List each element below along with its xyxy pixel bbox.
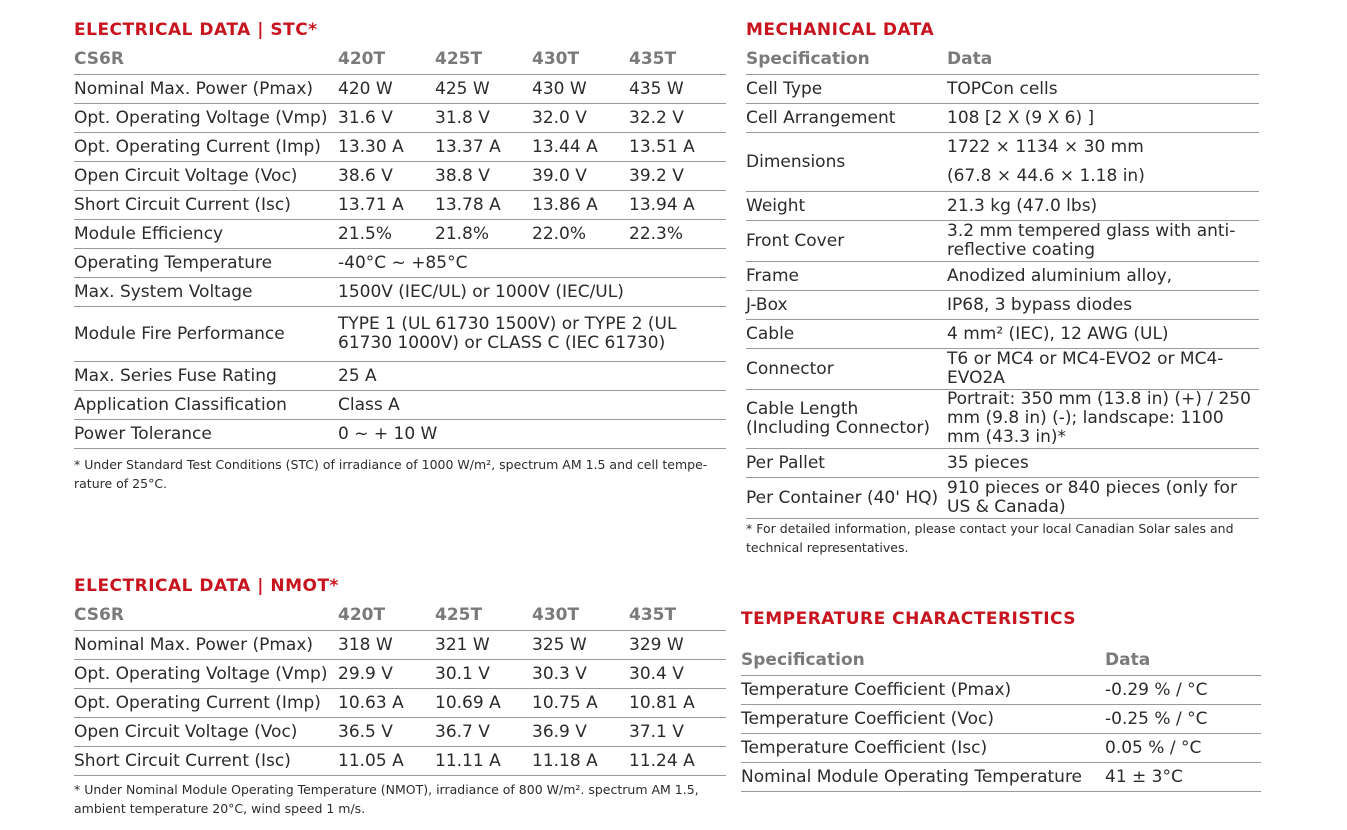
table-row bbox=[74, 277, 726, 306]
cell-value bbox=[947, 132, 1259, 191]
table-row bbox=[74, 419, 726, 448]
row-label: Operating Temperature bbox=[74, 252, 273, 273]
cell-value: -40°C ~ +85°C bbox=[338, 252, 468, 273]
nmot-header-420t: 420T bbox=[338, 604, 386, 625]
cell-value: 30.3 V bbox=[532, 663, 587, 684]
stc-header-model: CS6R bbox=[74, 48, 124, 69]
table-row bbox=[746, 389, 1259, 448]
row-label: Nominal Module Operating Temperature bbox=[741, 766, 1083, 787]
table-row bbox=[746, 191, 1259, 220]
cell-value: 21.3 kg (47.0 lbs) bbox=[947, 195, 1098, 216]
stc-footnote: * Under Standard Test Conditions (STC) of irradiance of 1000 W/m², spectrum AM 1.5 and cell tempe-rature of 25°C. bbox=[74, 456, 708, 491]
row-label: Short Circuit Current (Isc) bbox=[74, 194, 291, 215]
nmot-header-row bbox=[74, 600, 726, 630]
cell-value: 38.6 V bbox=[338, 165, 393, 186]
row-label: Open Circuit Voltage (Voc) bbox=[74, 165, 298, 186]
cell-value: 10.81 A bbox=[629, 692, 695, 713]
cell-value: 41 ± 3°C bbox=[1105, 766, 1183, 787]
table-row bbox=[74, 219, 726, 248]
table-row bbox=[74, 306, 726, 361]
row-label: Power Tolerance bbox=[74, 423, 212, 444]
temperature-section bbox=[741, 606, 1261, 792]
cell-value: Class A bbox=[338, 394, 400, 415]
table-row bbox=[74, 161, 726, 190]
mechanical-header-spec: Specification bbox=[746, 48, 870, 69]
row-label: Connector bbox=[746, 358, 834, 379]
cell-value: 13.51 A bbox=[629, 136, 695, 157]
cell-value: 29.9 V bbox=[338, 663, 393, 684]
stc-header-425t: 425T bbox=[435, 48, 483, 69]
cell-value: TOPCon cells bbox=[947, 78, 1058, 99]
table-row bbox=[746, 448, 1259, 477]
cell-value: 11.05 A bbox=[338, 750, 404, 771]
cell-value: 3.2 mm tempered glass with anti-reflective coating bbox=[947, 220, 1236, 260]
row-label: Temperature Coefficient (Isc) bbox=[741, 737, 988, 758]
cell-value: 38.8 V bbox=[435, 165, 490, 186]
cell-value: 30.4 V bbox=[629, 663, 684, 684]
cell-value: 36.9 V bbox=[532, 721, 587, 742]
table-row bbox=[746, 74, 1259, 103]
cell-value: T6 or MC4 or MC4-EVO2 or MC4-EVO2A bbox=[947, 348, 1224, 388]
dimensions-imperial: (67.8 × 44.6 × 1.18 in) bbox=[947, 165, 1145, 186]
row-label: J-Box bbox=[746, 294, 788, 315]
row-label: Frame bbox=[746, 265, 799, 286]
cell-value: 10.75 A bbox=[532, 692, 598, 713]
nmot-header-435t: 435T bbox=[629, 604, 677, 625]
cell-value: 108 [2 X (9 X 6) ] bbox=[947, 107, 1095, 128]
cell-value: 32.0 V bbox=[532, 107, 587, 128]
table-row bbox=[746, 477, 1259, 518]
stc-header-430t: 430T bbox=[532, 48, 580, 69]
cell-value: 13.86 A bbox=[532, 194, 598, 215]
table-row bbox=[74, 132, 726, 161]
row-label: Cable bbox=[746, 323, 795, 344]
table-row bbox=[746, 220, 1259, 261]
cell-value: 36.5 V bbox=[338, 721, 393, 742]
cell-value: 11.11 A bbox=[435, 750, 501, 771]
cell-value: 10.69 A bbox=[435, 692, 501, 713]
temperature-header-spec: Specification bbox=[741, 649, 865, 670]
table-row bbox=[746, 261, 1259, 290]
table-row bbox=[74, 390, 726, 419]
cell-value: 329 W bbox=[629, 634, 684, 655]
cell-value: 13.71 A bbox=[338, 194, 404, 215]
stc-header-435t: 435T bbox=[629, 48, 677, 69]
cell-value: 321 W bbox=[435, 634, 490, 655]
cell-value: Anodized aluminium alloy, bbox=[947, 265, 1173, 286]
table-row bbox=[74, 361, 726, 390]
nmot-footnote: * Under Nominal Module Operating Temperature (NMOT), irradiance of 800 W/m². spectrum AM 1.5, ambient temperature 20°C, wind speed 1 m/s. bbox=[74, 781, 699, 816]
cell-value: 22.0% bbox=[532, 223, 587, 244]
nmot-title: ELECTRICAL DATA | NMOT* bbox=[74, 576, 339, 596]
row-label: Nominal Max. Power (Pmax) bbox=[74, 634, 314, 655]
row-label: Nominal Max. Power (Pmax) bbox=[74, 78, 314, 99]
table-row bbox=[74, 190, 726, 219]
cell-value: 13.37 A bbox=[435, 136, 501, 157]
nmot-header-430t: 430T bbox=[532, 604, 580, 625]
cell-value: 25 A bbox=[338, 365, 377, 386]
temperature-title: TEMPERATURE CHARACTERISTICS bbox=[741, 609, 1077, 629]
cell-value: 318 W bbox=[338, 634, 393, 655]
mechanical-footnote: * For detailed information, please contact your local Canadian Solar sales and technical representatives. bbox=[746, 520, 1234, 555]
cell-value: IP68, 3 bypass diodes bbox=[947, 294, 1133, 315]
table-row bbox=[74, 688, 726, 717]
row-label: Cell Type bbox=[746, 78, 823, 99]
cell-value: 13.30 A bbox=[338, 136, 404, 157]
cell-value: 31.6 V bbox=[338, 107, 393, 128]
cell-value: -0.29 % / °C bbox=[1105, 679, 1208, 700]
temperature-header-data: Data bbox=[1105, 649, 1151, 670]
nmot-header-model: CS6R bbox=[74, 604, 124, 625]
row-label: Weight bbox=[746, 195, 806, 216]
cell-value: 21.5% bbox=[338, 223, 393, 244]
table-row bbox=[74, 248, 726, 277]
cell-value: 11.24 A bbox=[629, 750, 695, 771]
cell-value: 430 W bbox=[532, 78, 587, 99]
cell-value: 39.0 V bbox=[532, 165, 587, 186]
row-label: Opt. Operating Current (Imp) bbox=[74, 136, 321, 157]
temperature-header-row bbox=[741, 645, 1261, 675]
mechanical-header-data: Data bbox=[947, 48, 993, 69]
table-row bbox=[74, 103, 726, 132]
table-row bbox=[74, 659, 726, 688]
cell-value: 325 W bbox=[532, 634, 587, 655]
cell-value: 30.1 V bbox=[435, 663, 490, 684]
stc-section bbox=[74, 17, 726, 493]
row-label: Temperature Coefficient (Voc) bbox=[741, 708, 994, 729]
mechanical-title: MECHANICAL DATA bbox=[746, 20, 935, 40]
cell-value: 10.63 A bbox=[338, 692, 404, 713]
table-row bbox=[74, 74, 726, 103]
stc-title: ELECTRICAL DATA | STC* bbox=[74, 20, 318, 40]
cell-value: 13.94 A bbox=[629, 194, 695, 215]
cell-value: 13.78 A bbox=[435, 194, 501, 215]
row-label: Front Cover bbox=[746, 230, 845, 251]
row-label: Opt. Operating Voltage (Vmp) bbox=[74, 107, 328, 128]
table-row bbox=[74, 746, 726, 775]
cell-value: 35 pieces bbox=[947, 452, 1029, 473]
row-label: Open Circuit Voltage (Voc) bbox=[74, 721, 298, 742]
cell-value: 4 mm² (IEC), 12 AWG (UL) bbox=[947, 323, 1169, 344]
row-label: Max. System Voltage bbox=[74, 281, 253, 302]
cell-value: 435 W bbox=[629, 78, 684, 99]
cell-value: 39.2 V bbox=[629, 165, 684, 186]
cell-value: 13.44 A bbox=[532, 136, 598, 157]
cell-value: TYPE 1 (UL 61730 1500V) or TYPE 2 (UL 61730 1000V) or CLASS C (IEC 61730) bbox=[338, 313, 677, 353]
row-label: Max. Series Fuse Rating bbox=[74, 365, 277, 386]
row-label: Opt. Operating Current (Imp) bbox=[74, 692, 321, 713]
table-row bbox=[741, 704, 1261, 733]
table-row bbox=[746, 348, 1259, 389]
stc-header-420t: 420T bbox=[338, 48, 386, 69]
cell-value: 0.05 % / °C bbox=[1105, 737, 1202, 758]
cell-value: Portrait: 350 mm (13.8 in) (+) / 250 mm (9.8 in) (-); landscape: 1100 mm (43.3 in)* bbox=[947, 389, 1251, 447]
row-label: Short Circuit Current (Isc) bbox=[74, 750, 291, 771]
temperature-table bbox=[741, 645, 1261, 792]
table-row bbox=[746, 103, 1259, 132]
nmot-header-425t: 425T bbox=[435, 604, 483, 625]
row-label: Per Pallet bbox=[746, 452, 825, 473]
table-row bbox=[746, 290, 1259, 319]
table-row bbox=[74, 717, 726, 746]
row-label: Module Efficiency bbox=[74, 223, 224, 244]
cell-value: 910 pieces or 840 pieces (only for US & Canada) bbox=[947, 477, 1237, 517]
table-row bbox=[74, 630, 726, 659]
stc-header-row bbox=[74, 44, 726, 74]
row-label: Cell Arrangement bbox=[746, 107, 896, 128]
row-label: Dimensions bbox=[746, 151, 846, 172]
mechanical-section bbox=[746, 17, 1259, 557]
cell-value: 11.18 A bbox=[532, 750, 598, 771]
cell-value: 1500V (IEC/UL) or 1000V (IEC/UL) bbox=[338, 281, 624, 302]
row-label: Module Fire Performance bbox=[74, 323, 285, 344]
cell-value: 0 ~ + 10 W bbox=[338, 423, 438, 444]
mechanical-header-row bbox=[746, 44, 1259, 74]
table-row bbox=[741, 762, 1261, 791]
cell-value: 36.7 V bbox=[435, 721, 490, 742]
nmot-section bbox=[74, 573, 726, 818]
row-label: Application Classification bbox=[74, 394, 287, 415]
stc-table bbox=[74, 44, 726, 449]
cell-value: 22.3% bbox=[629, 223, 684, 244]
cell-value: 31.8 V bbox=[435, 107, 490, 128]
mechanical-table bbox=[746, 44, 1259, 519]
table-row bbox=[746, 319, 1259, 348]
row-label: Opt. Operating Voltage (Vmp) bbox=[74, 663, 328, 684]
cell-value: 21.8% bbox=[435, 223, 490, 244]
nmot-table bbox=[74, 600, 726, 776]
cell-value: 425 W bbox=[435, 78, 490, 99]
table-row bbox=[741, 675, 1261, 704]
table-row bbox=[741, 733, 1261, 762]
table-row bbox=[746, 132, 1259, 191]
row-label: Cable Length (Including Connector) bbox=[746, 398, 931, 438]
cell-value: -0.25 % / °C bbox=[1105, 708, 1208, 729]
dimensions-metric: 1722 × 1134 × 30 mm bbox=[947, 136, 1144, 157]
cell-value: 32.2 V bbox=[629, 107, 684, 128]
row-label: Temperature Coefficient (Pmax) bbox=[741, 679, 1012, 700]
cell-value: 37.1 V bbox=[629, 721, 684, 742]
row-label: Per Container (40' HQ) bbox=[746, 487, 939, 508]
cell-value: 420 W bbox=[338, 78, 393, 99]
